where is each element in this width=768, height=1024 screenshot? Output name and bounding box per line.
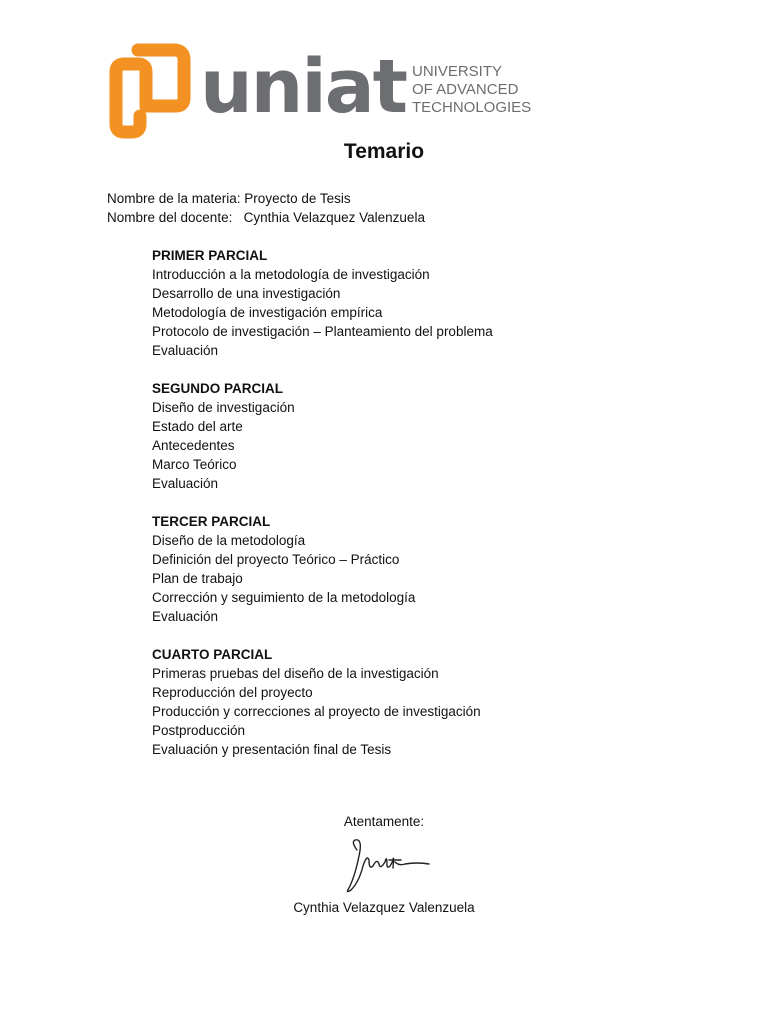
section-item: Metodología de investigación empírica [152, 305, 383, 320]
handwritten-signature-icon [333, 836, 433, 898]
section-item: Evaluación [152, 343, 219, 358]
section-title: SEGUNDO PARCIAL [152, 381, 284, 396]
section-item: Introducción a la metodología de investigación [152, 267, 430, 282]
logo-tagline-line-3: TECHNOLOGIES [412, 99, 532, 116]
subject-row: Nombre de la materia: Proyecto de Tesis [107, 191, 351, 206]
section-item: Evaluación [152, 476, 219, 491]
section-item: Definición del proyecto Teórico – Práctico [152, 552, 400, 567]
section-tercer-parcial [152, 512, 493, 626]
section-item: Primeras pruebas del diseño de la investigación [152, 666, 439, 681]
section-item: Diseño de investigación [152, 400, 295, 415]
section-title: CUARTO PARCIAL [152, 647, 273, 662]
uniat-mark-icon [116, 50, 184, 132]
section-item: Evaluación [152, 609, 219, 624]
section-item: Corrección y seguimiento de la metodología [152, 590, 416, 605]
teacher-row: Nombre del docente: Cynthia Velazquez Valenzuela [107, 210, 425, 225]
section-item: Plan de trabajo [152, 571, 243, 586]
section-cuarto-parcial [152, 645, 493, 759]
section-title: PRIMER PARCIAL [152, 248, 268, 263]
section-item: Diseño de la metodología [152, 533, 306, 548]
section-item: Protocolo de investigación – Planteamiento del problema [152, 324, 493, 339]
section-item: Marco Teórico [152, 457, 237, 472]
section-segundo-parcial [152, 379, 493, 493]
uniat-logo-graphic [104, 42, 532, 142]
section-primer-parcial [152, 246, 493, 360]
logo-tagline-line-2: OF ADVANCED [412, 81, 519, 98]
section-item: Producción y correcciones al proyecto de investigación [152, 704, 481, 719]
section-item: Evaluación y presentación final de Tesis [152, 742, 392, 757]
section-item: Postproducción [152, 723, 246, 738]
section-item: Antecedentes [152, 438, 235, 453]
syllabus-sections [152, 246, 493, 778]
page-title: Temario [343, 140, 425, 163]
section-item: Estado del arte [152, 419, 243, 434]
closing-salutation: Atentamente: [343, 814, 425, 829]
uniat-logo [104, 42, 532, 142]
uniat-wordmark: uniat [200, 44, 407, 130]
course-info [107, 189, 425, 227]
logo-tagline-line-1: UNIVERSITY [412, 63, 503, 80]
signer-name: Cynthia Velazquez Valenzuela [293, 900, 475, 915]
section-item: Reproducción del proyecto [152, 685, 313, 700]
section-item: Desarrollo de una investigación [152, 286, 341, 301]
section-title: TERCER PARCIAL [152, 514, 271, 529]
